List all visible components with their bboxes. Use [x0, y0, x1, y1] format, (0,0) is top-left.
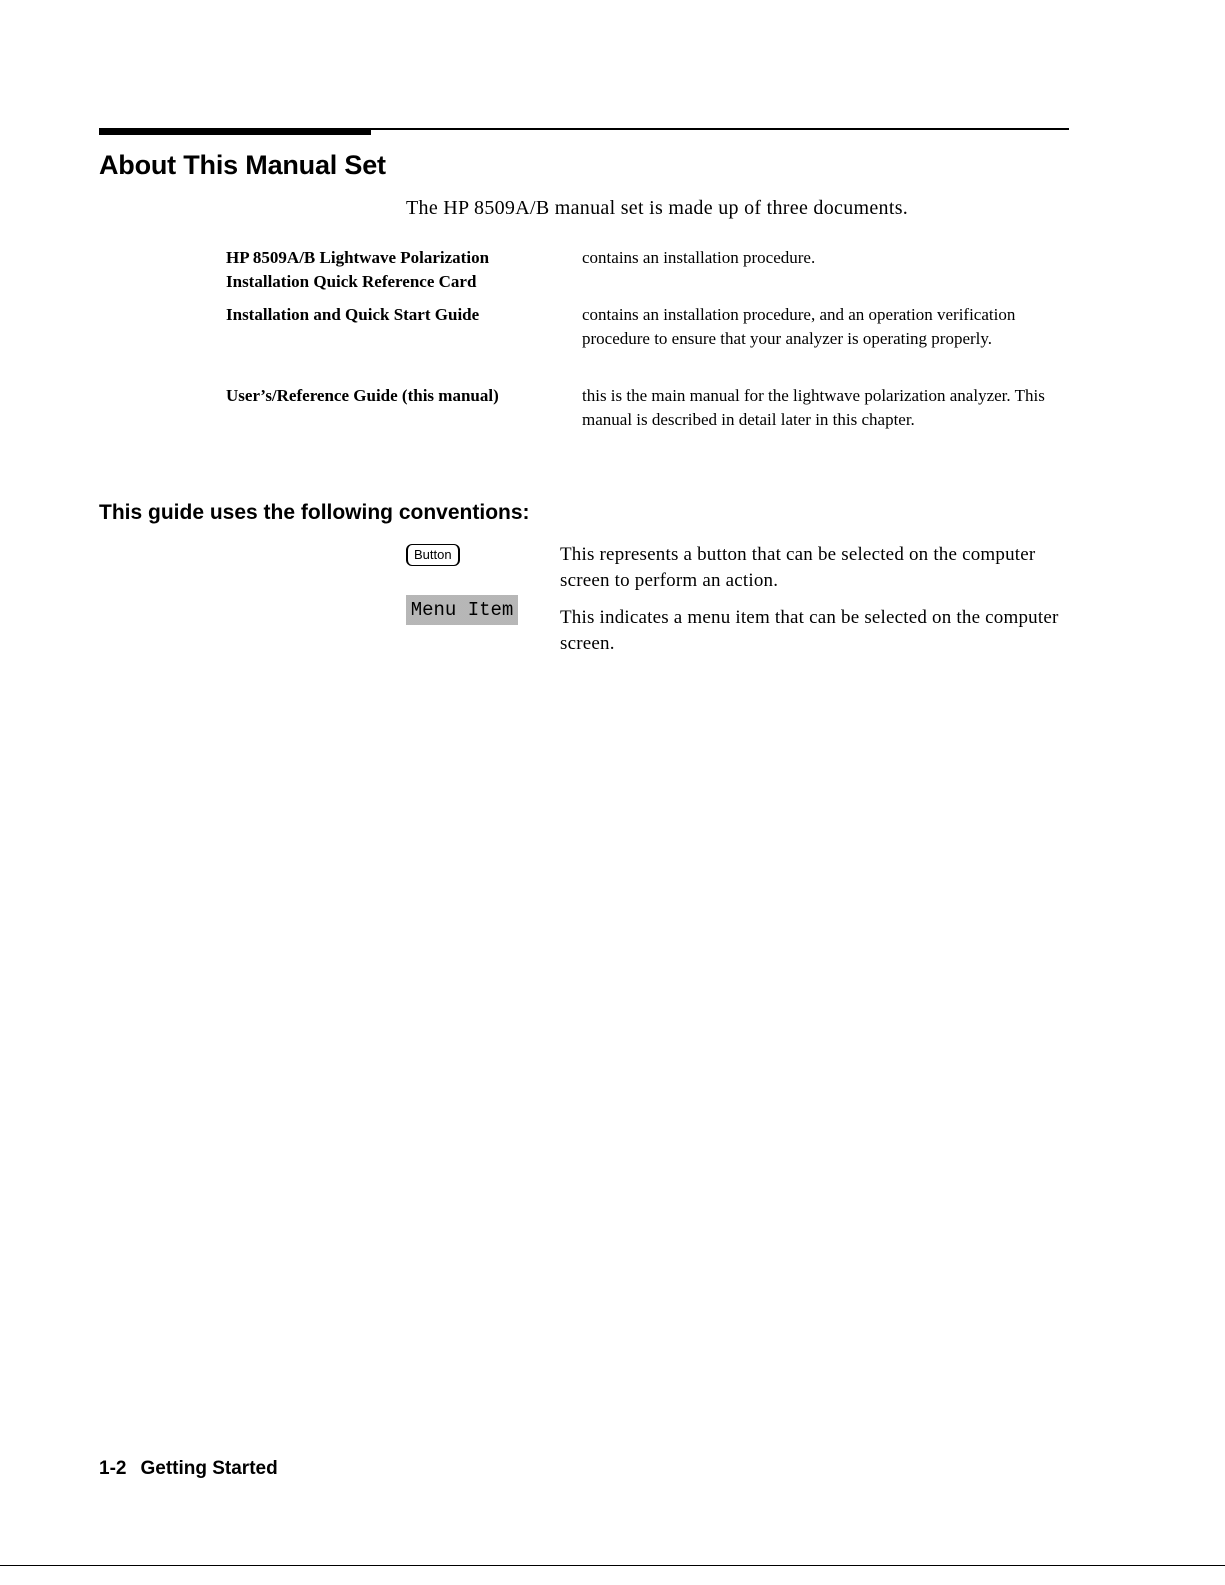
document-name: User’s/Reference Guide (this manual): [226, 386, 499, 405]
button-convention-sample[interactable]: Button: [406, 544, 460, 566]
document-description: contains an installation procedure.: [582, 248, 816, 267]
document-description: this is the main manual for the lightwave polarization analyzer. This manual is described in detail later in this chapter.: [582, 386, 1045, 429]
convention-description: This represents a button that can be selected on the computer screen to perform an action.: [560, 544, 1036, 591]
page-footer: [99, 1458, 278, 1480]
document-name: HP 8509A/B Lightwave Polarization Installation Quick Reference Card: [226, 248, 490, 291]
chapter-name: Getting Started: [140, 1458, 278, 1479]
document-name: Installation and Quick Start Guide: [226, 305, 480, 324]
page-bottom-edge: [0, 1565, 1225, 1566]
menu-item-convention-sample[interactable]: Menu Item: [406, 595, 518, 625]
document-description: contains an installation procedure, and an operation verification procedure to ensure that your analyzer is operating properly.: [582, 305, 1016, 348]
convention-description: This indicates a menu item that can be selected on the computer screen.: [560, 607, 1059, 654]
section-title: About This Manual Set: [99, 150, 386, 180]
header-rule-accent: [99, 128, 371, 135]
conventions-heading: This guide uses the following conventions:: [99, 501, 530, 524]
section-intro: The HP 8509A/B manual set is made up of three documents.: [406, 197, 909, 219]
page-number: 1-2: [99, 1458, 127, 1479]
